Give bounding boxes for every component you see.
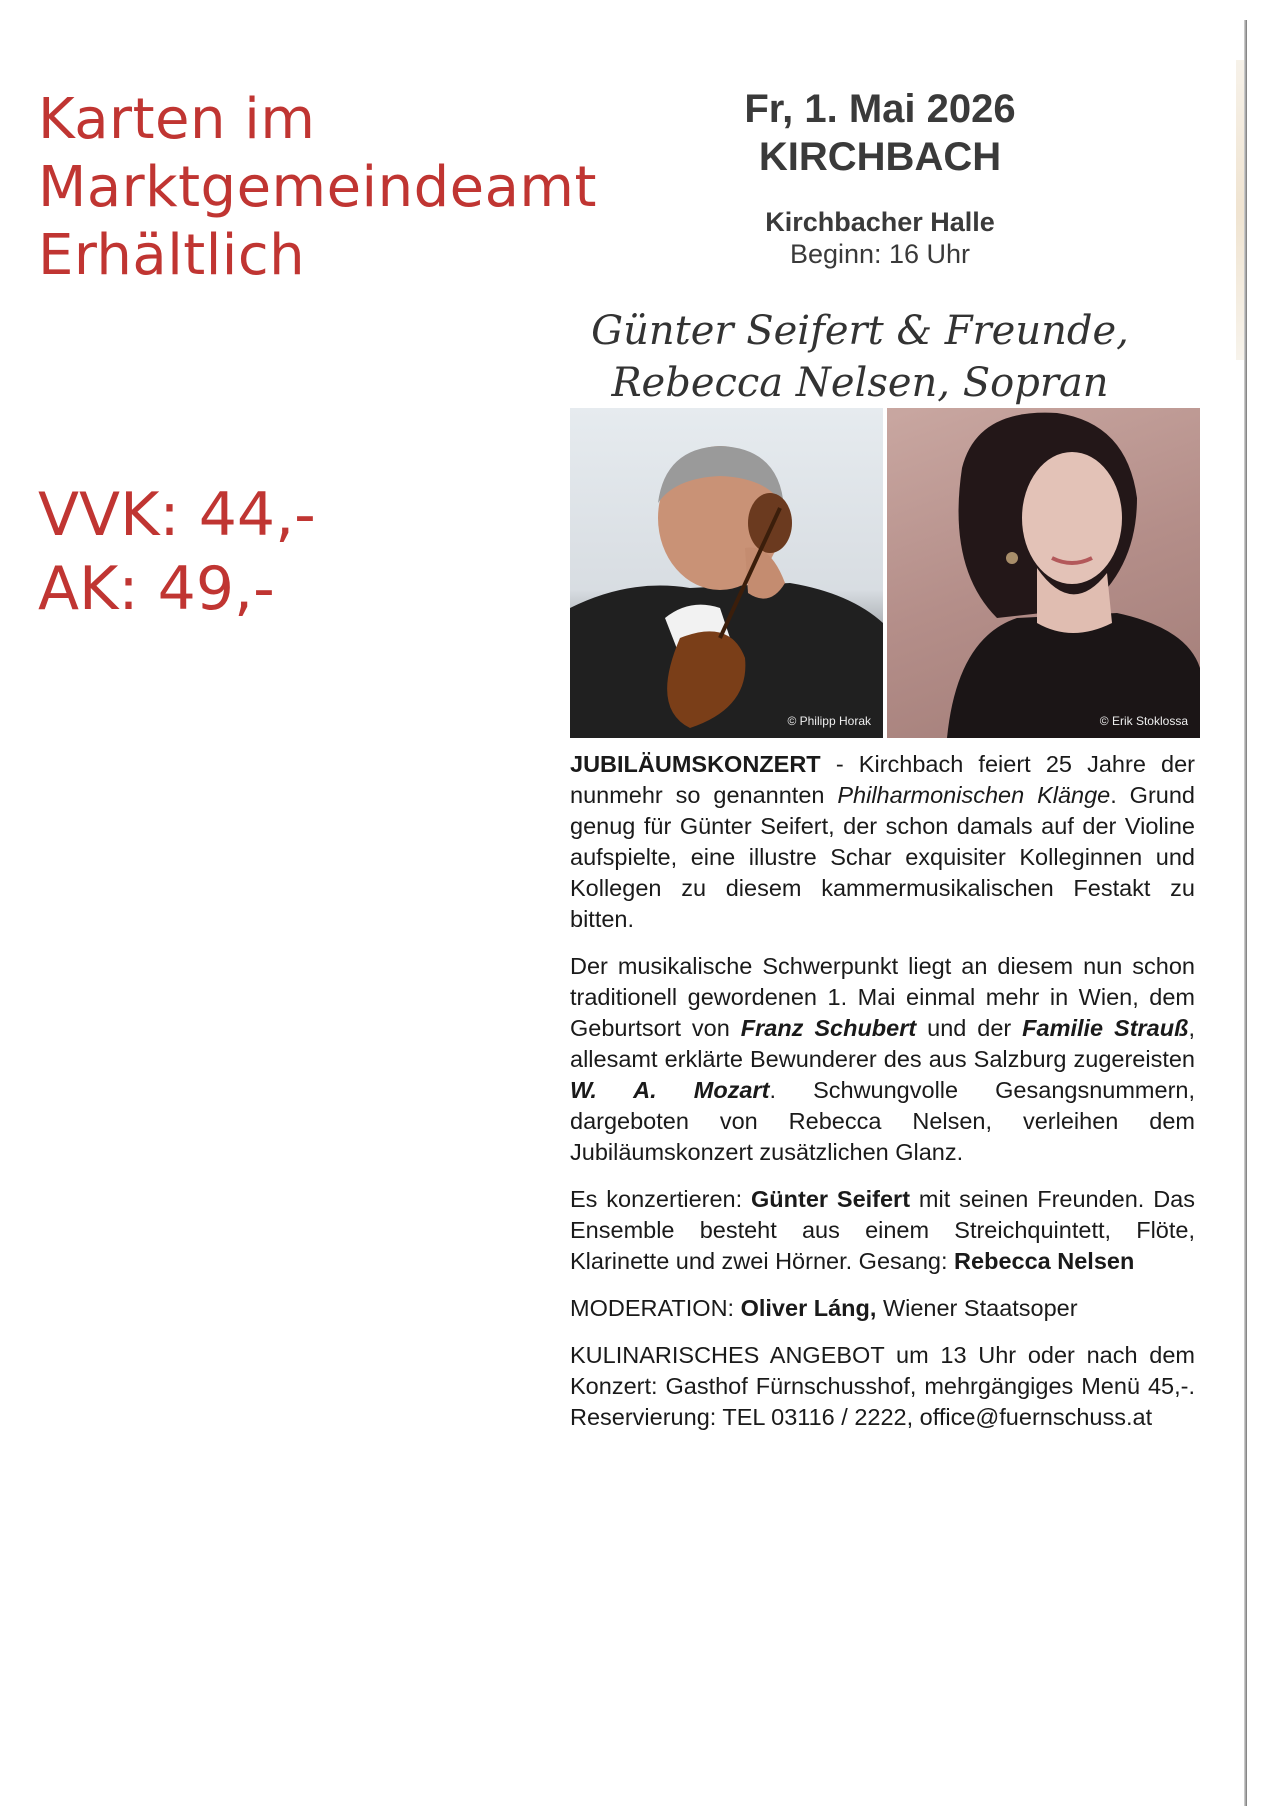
scan-edge [1244,20,1247,1806]
text-span: mit seinen Freunden. Das Ensemble besteht aus einem Streichquintett, Flöte, Klarinette und zwei Hörner. Gesang: [570,1186,1195,1274]
concert-label: JUBILÄUMSKONZERT [570,751,821,777]
soprano-photo [887,408,1200,738]
violinist-illustration [570,408,883,738]
performer-title: Günter Seifert & Freunde, [591,308,1129,354]
violinist-photo [570,408,883,738]
event-date: Fr, 1. Mai 2026 [744,87,1016,131]
event-begin: Beginn: 16 Uhr [789,239,971,269]
photo-credit: © Philipp Horak [787,714,871,728]
text-span: Der musikalische Schwerpunkt liegt an diesem nun schon traditionell gewordenen 1. Mai einmal mehr in Wien, dem Geburtsort von [570,953,1195,1041]
paragraph-performers [570,1184,1195,1277]
box-office-price: AK: 49,- [38,554,275,624]
text-span: und der [916,1015,1023,1041]
event-venue: Kirchbacher Halle [765,207,995,237]
paragraph-program [570,951,1195,1168]
ticket-line: Karten im [38,87,316,152]
text-span: . Schwungvolle Gesangsnummern, dargeboten von Rebecca Nelsen, verleihen dem Jubiläumskonzert zusätzlichen Glanz. [570,1077,1195,1165]
text-span: . Grund genug für Günter Seifert, der schon damals auf der Violine aufspielte, eine illustre Schar exquisiter Kolleginnen und Kollegen zu diesem kammermusikalischen Festakt zu bitten. [570,782,1195,932]
text-span: Es konzertieren: [570,1186,751,1212]
ensemble-name: Philharmonischen Klänge [837,782,1111,808]
ticket-info [38,86,597,290]
moderator-name: Oliver Láng, [740,1295,877,1321]
paragraph-moderation [570,1293,1195,1324]
ticket-line: Erhältlich [38,223,306,288]
text-span: MODERATION: [570,1295,741,1321]
performer-nelsen: Rebecca Nelsen [954,1248,1135,1274]
paragraph-intro [570,749,1195,935]
composer-strauss: Familie Strauß [1022,1015,1189,1041]
soprano-illustration [887,408,1200,738]
presale-price: VVK: 44,- [38,480,316,550]
ticket-line: Marktgemeindeamt [38,155,597,220]
paragraph-catering: KULINARISCHES ANGEBOT um 13 Uhr oder nach dem Konzert: Gasthof Fürnschusshof, mehrgängiges Menü 45,-. Reservierung: TEL 03116 / 2222, office@fuernschuss.at [570,1342,1195,1430]
text-span: Wiener Staatsoper [876,1295,1078,1321]
scan-tint [1236,60,1244,360]
composer-schubert: Franz Schubert [740,1015,917,1041]
performer-seifert: Günter Seifert [751,1186,911,1212]
composer-mozart: W. A. Mozart [570,1077,770,1103]
event-town: KIRCHBACH [758,135,1002,179]
text-span: - Kirchbach feiert 25 Jahre der nunmehr so genannten [570,751,1195,808]
performer-subtitle: Rebecca Nelsen, Sopran [611,360,1109,406]
photo-credit: © Erik Stoklossa [1099,714,1188,728]
price-info [38,478,316,626]
concert-description [570,749,1195,1449]
text-span: , allesamt erklärte Bewunderer des aus Salzburg zugereisten [570,1015,1195,1072]
